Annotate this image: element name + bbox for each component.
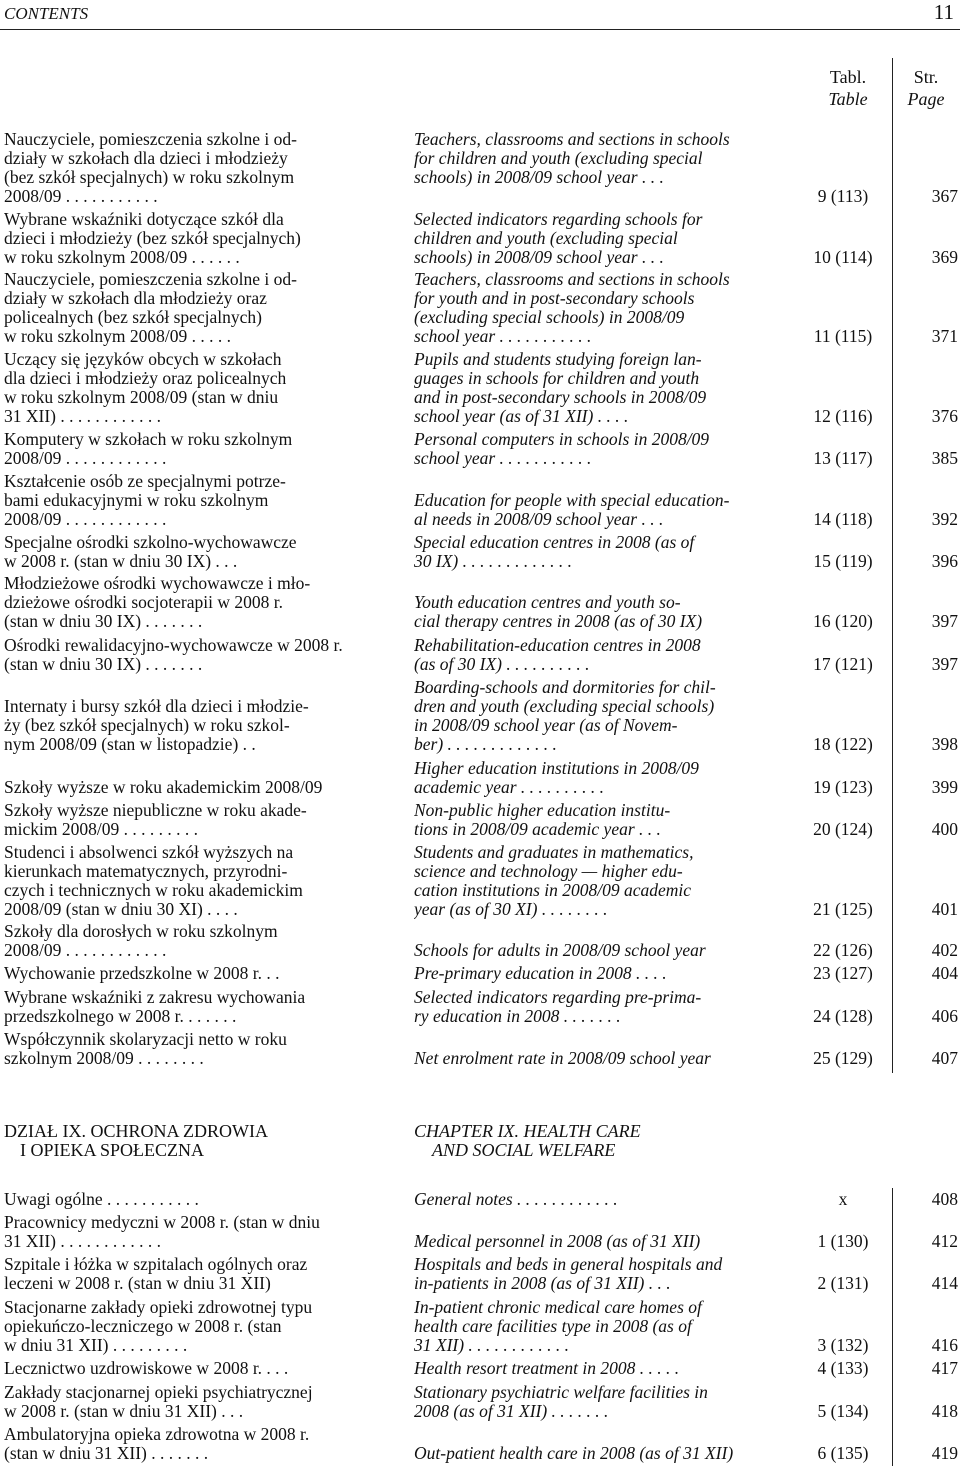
page-ref[interactable]: 397 <box>931 654 958 674</box>
table-number: 4 (133) <box>817 1358 869 1378</box>
page-ref[interactable]: 369 <box>931 247 958 267</box>
page-ref[interactable]: 408 <box>931 1189 958 1209</box>
chapter-heading-en: CHAPTER IX. HEALTH CARE AND SOCIAL WELFARE <box>414 1122 641 1160</box>
entry-title-en: Special education centres in 2008 (as of 30 IX) . . . . . . . . . . . . . <box>414 533 695 571</box>
entry-title-en: Higher education institutions in 2008/09 academic year . . . . . . . . . . <box>414 759 699 797</box>
entry-title-pl: Uczący się języków obcych w szkołach dla dzieci i młodzieży oraz policealnych w roku szkolnym 2008/09 (stan w dniu 31 XII) . . . . . . . . . . . . <box>4 350 287 426</box>
table-number: 23 (127) <box>813 963 873 983</box>
entry-title-pl: Młodzieżowe ośrodki wychowawcze i mło- dzieżowe ośrodki socjoterapii w 2008 r. (stan w dniu 30 IX) . . . . . . . <box>4 574 311 631</box>
running-title: CONTENTS <box>4 4 89 23</box>
page-ref[interactable]: 385 <box>931 448 958 468</box>
entry-title-pl: Szkoły wyższe niepubliczne w roku akade- mickim 2008/09 . . . . . . . . . <box>4 801 307 839</box>
entry-title-en: Education for people with special education- al needs in 2008/09 school year . . . <box>414 491 730 529</box>
entry-title-pl: Szkoły dla dorosłych w roku szkolnym 2008/09 . . . . . . . . . . . . <box>4 922 278 960</box>
entry-title-en: Teachers, classrooms and sections in schools for children and youth (excluding special schools) in 2008/09 school year . . . <box>414 130 730 187</box>
table-number: 15 (119) <box>813 551 873 571</box>
table-number: 6 (135) <box>817 1443 869 1463</box>
table-number: 21 (125) <box>813 899 873 919</box>
page-ref[interactable]: 406 <box>931 1006 958 1026</box>
page-ref[interactable]: 398 <box>931 734 958 754</box>
table-number: 25 (129) <box>813 1048 873 1068</box>
table-number: 11 (115) <box>813 326 873 346</box>
entry-title-en: General notes . . . . . . . . . . . . <box>414 1190 618 1209</box>
page-ref[interactable]: 396 <box>931 551 958 571</box>
entry-title-pl: Internaty i bursy szkół dla dzieci i młodzie- ży (bez szkół specjalnych) w roku szkol- nym 2008/09 (stan w listopadzie) . . <box>4 697 309 754</box>
page-ref[interactable]: 399 <box>931 777 958 797</box>
page-ref[interactable]: 400 <box>931 819 958 839</box>
table-number: 10 (114) <box>813 247 873 267</box>
entry-title-en: Pre-primary education in 2008 . . . . <box>414 964 667 983</box>
page-ref[interactable]: 367 <box>931 186 958 206</box>
page-ref[interactable]: 392 <box>931 509 958 529</box>
chapter-heading-pl: DZIAŁ IX. OCHRONA ZDROWIA I OPIEKA SPOŁECZNA <box>4 1122 268 1160</box>
entry-title-pl: Szpitale i łóżka w szpitalach ogólnych oraz leczeni w 2008 r. (stan w dniu 31 XII) <box>4 1255 308 1293</box>
column-divider-section2 <box>892 1188 893 1466</box>
entry-title-en: Health resort treatment in 2008 . . . . . <box>414 1359 680 1378</box>
entry-title-pl: Stacjonarne zakłady opieki zdrowotnej typu opiekuńczo-leczniczego w 2008 r. (stan w dniu 31 XII) . . . . . . . . . <box>4 1298 313 1355</box>
table-number: 9 (113) <box>817 186 869 206</box>
entry-title-en: Stationary psychiatric welfare facilities in 2008 (as of 31 XII) . . . . . . . <box>414 1383 708 1421</box>
table-number: 5 (134) <box>817 1401 869 1421</box>
table-number: 14 (118) <box>813 509 873 529</box>
entry-title-pl: Wybrane wskaźniki z zakresu wychowania przedszkolnego w 2008 r. . . . . . . <box>4 988 306 1026</box>
page-ref[interactable]: 417 <box>931 1358 958 1378</box>
entry-title-en: In-patient chronic medical care homes of health care facilities type in 2008 (as of 31 XII) . . . . . . . . . . . . <box>414 1298 702 1355</box>
entry-title-pl: Nauczyciele, pomieszczenia szkolne i od- działy w szkołach dla młodzieży oraz policealnych (bez szkół specjalnych) w roku szkolnym 2008/09 . . . . . <box>4 270 297 346</box>
table-number: 20 (124) <box>813 819 873 839</box>
entry-title-en: Students and graduates in mathematics, science and technology — higher edu- cation institutions in 2008/09 academic year (as of 30 XI) . . . . . . . . <box>414 843 694 919</box>
page-ref[interactable]: 416 <box>931 1335 958 1355</box>
page-ref[interactable]: 397 <box>931 611 958 631</box>
entry-title-pl: Lecznictwo uzdrowiskowe w 2008 r. . . . <box>4 1359 289 1378</box>
table-number: 3 (132) <box>817 1335 869 1355</box>
entry-title-en: Selected indicators regarding pre-prima- ry education in 2008 . . . . . . . <box>414 988 702 1026</box>
entry-title-en: Youth education centres and youth so- cial therapy centres in 2008 (as of 30 IX) <box>414 593 703 631</box>
page-ref[interactable]: 418 <box>931 1401 958 1421</box>
page-ref[interactable]: 371 <box>931 326 958 346</box>
table-number: 22 (126) <box>813 940 873 960</box>
entry-title-pl: Zakłady stacjonarnej opieki psychiatrycznej w 2008 r. (stan w dniu 31 XII) . . . <box>4 1383 313 1421</box>
table-number: 19 (123) <box>813 777 873 797</box>
table-number: 13 (117) <box>813 448 873 468</box>
entry-title-pl: Studenci i absolwenci szkół wyższych na kierunkach matematycznych, przyrodni- czych i technicznych w roku akademickim 2008/09 (stan w dniu 30 XI) . . . . <box>4 843 303 919</box>
entry-title-en: Personal computers in schools in 2008/09 school year . . . . . . . . . . . <box>414 430 710 468</box>
table-column-header: Tabl. Table <box>828 67 868 109</box>
table-number: 1 (130) <box>817 1231 869 1251</box>
entry-title-pl: Wychowanie przedszkolne w 2008 r. . . <box>4 964 280 983</box>
entry-title-en: Net enrolment rate in 2008/09 school year <box>414 1049 711 1068</box>
entry-title-pl: Szkoły wyższe w roku akademickim 2008/09 <box>4 778 323 797</box>
header-rule <box>0 29 960 30</box>
entry-title-pl: Pracownicy medyczni w 2008 r. (stan w dniu 31 XII) . . . . . . . . . . . . <box>4 1213 320 1251</box>
page-ref[interactable]: 401 <box>931 899 958 919</box>
entry-title-en: Selected indicators regarding schools for children and youth (excluding special schools) in 2008/09 school year . . . <box>414 210 703 267</box>
page-ref[interactable]: 414 <box>931 1273 958 1293</box>
entry-title-pl: Współczynnik skolaryzacji netto w roku szkolnym 2008/09 . . . . . . . . <box>4 1030 287 1068</box>
column-divider <box>892 58 893 1073</box>
entry-title-en: Pupils and students studying foreign lan- guages in schools for children and youth and in post-secondary schools in 2008/09 school year (as of 31 XII) . . . . <box>414 350 707 426</box>
page-ref[interactable]: 419 <box>931 1443 958 1463</box>
entry-title-pl: Nauczyciele, pomieszczenia szkolne i od- działy w szkołach dla dzieci i młodzieży (bez szkół specjalnych) w roku szkolnym 2008/09 . . . . . . . . . . . <box>4 130 297 206</box>
entry-title-en: Boarding-schools and dormitories for chil- dren and youth (excluding special schools) in 2008/09 school year (as of Novem- ber) . . . . . . . . . . . . . <box>414 678 716 754</box>
page-number: 11 <box>933 0 954 24</box>
entry-title-pl: Kształcenie osób ze specjalnymi potrze- bami edukacyjnymi w roku szkolnym 2008/09 . . . . . . . . . . . . <box>4 472 286 529</box>
entry-title-pl: Wybrane wskaźniki dotyczące szkół dla dzieci i młodzieży (bez szkół specjalnych) w roku szkolnym 2008/09 . . . . . . <box>4 210 301 267</box>
table-number: 16 (120) <box>813 611 873 631</box>
entry-title-pl: Ambulatoryjna opieka zdrowotna w 2008 r. (stan w dniu 31 XII) . . . . . . . <box>4 1425 310 1463</box>
table-number: 2 (131) <box>817 1273 869 1293</box>
page-ref[interactable]: 402 <box>931 940 958 960</box>
page-column-header: Str. Page <box>907 67 945 109</box>
table-number: 24 (128) <box>813 1006 873 1026</box>
table-number: 12 (116) <box>813 406 873 426</box>
entry-title-pl: Ośrodki rewalidacyjno-wychowawcze w 2008 r. (stan w dniu 30 IX) . . . . . . . <box>4 636 343 674</box>
page-header <box>0 0 960 28</box>
table-number: x <box>838 1189 848 1209</box>
entry-title-pl: Specjalne ośrodki szkolno-wychowawcze w 2008 r. (stan w dniu 30 IX) . . . <box>4 533 297 571</box>
entry-title-en: Teachers, classrooms and sections in schools for youth and in post-secondary schools (excluding special schools) in 2008/09 school year . . . . . . . . . . . <box>414 270 730 346</box>
entry-title-en: Non-public higher education institu- tions in 2008/09 academic year . . . <box>414 801 671 839</box>
entry-title-pl: Komputery w szkołach w roku szkolnym 2008/09 . . . . . . . . . . . . <box>4 430 293 468</box>
page-ref[interactable]: 404 <box>931 963 958 983</box>
entry-title-en: Hospitals and beds in general hospitals and in-patients in 2008 (as of 31 XII) . . . <box>414 1255 723 1293</box>
table-number: 17 (121) <box>813 654 873 674</box>
entry-title-pl: Uwagi ogólne . . . . . . . . . . . <box>4 1190 199 1209</box>
entry-title-en: Rehabilitation-education centres in 2008 (as of 30 IX) . . . . . . . . . . <box>414 636 701 674</box>
page-ref[interactable]: 412 <box>931 1231 958 1251</box>
entry-title-en: Schools for adults in 2008/09 school year <box>414 941 706 960</box>
entry-title-en: Medical personnel in 2008 (as of 31 XII) <box>414 1232 701 1251</box>
page-ref[interactable]: 407 <box>931 1048 958 1068</box>
entry-title-en: Out-patient health care in 2008 (as of 31 XII) <box>414 1444 734 1463</box>
table-number: 18 (122) <box>813 734 873 754</box>
page-ref[interactable]: 376 <box>931 406 958 426</box>
